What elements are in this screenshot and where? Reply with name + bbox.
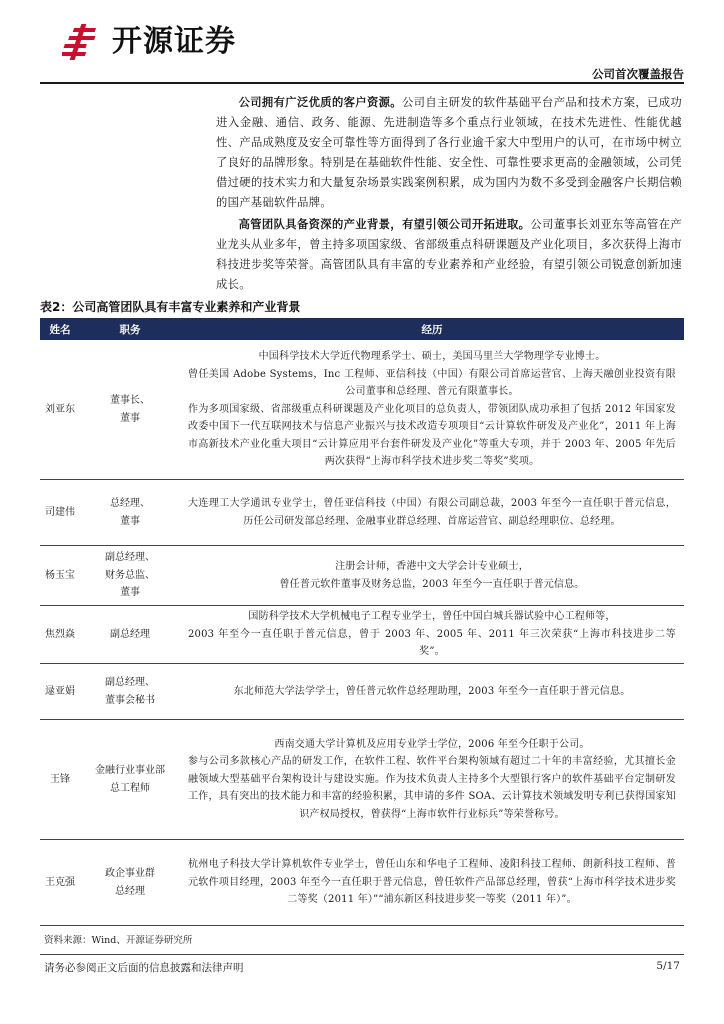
experience-line: 国防科学技术大学机械电子工程专业学士，曾任中国白城兵器试验中心工程师等， [248, 611, 616, 623]
role-line: 总工程师 [110, 782, 150, 794]
experience-line: 杭州电子科技大学计算机软件专业学士，曾任山东和华电子工程师、凌阳科技工程师、朗新科技工程师、普元软件项目经理，2003 年至今一直任职于普元信息，曾任软件产品部总经理，曾获“上海市科学技术进步奖二等奖（2011 年）”“浦东新区科技进步奖一等奖（2011 年）”。 [188, 859, 676, 906]
cell-name: 逯亚娟 [45, 685, 75, 697]
experience-line: 西南交通大学计算机及应用专业学士学位，2006 年至今任职于公司。 [274, 738, 590, 750]
experience-line: 东北师范大学法学学士，曾任普元软件总经理助理，2003 年至今一直任职于普元信息。 [233, 685, 631, 697]
header-name: 姓名 [49, 323, 71, 336]
role-line: 董事会秘书 [105, 694, 155, 706]
footer-divider [40, 954, 684, 955]
table-row [40, 546, 684, 606]
role-line: 董事 [120, 412, 140, 424]
role-line: 总经理 [115, 885, 145, 897]
header-role: 职务 [119, 323, 141, 336]
cell-experience [180, 664, 684, 719]
cell-name: 杨玉宝 [45, 569, 75, 581]
role-line: 政企事业群 [105, 868, 155, 879]
experience-line: 参与公司多款核心产品的研发工作，在软件工程、软件平台架构领域有超过二十年的丰富经验，尤其擅长金融领域大型基础平台架构设计与建设实施。作为技术负责人主持多个大型银行客户的软件基础平台定制研发工作，具有突出的技术能力和丰富的经验积累，其申请的多件 SOA、云计算技术领域发明专利已获得国家知识产权局授权，曾获得“上海市软件行业标兵”等荣誉称号。 [188, 756, 676, 820]
role-line: 副总经理 [110, 628, 150, 640]
cell-name: 司建伟 [45, 506, 75, 518]
table-row [40, 606, 684, 664]
table-body [40, 340, 684, 926]
table-header [40, 318, 684, 340]
table-row [40, 840, 684, 926]
cell-role [80, 606, 180, 663]
company-logo [62, 22, 236, 62]
cell-role [80, 840, 180, 925]
paragraph-body: 公司自主研发的软件基础平台产品和技术方案，已成功进入金融、通信、政务、能源、先进制造等多个重点行业领域，在技术先进性、性能优越性、产品成熟度及安全可靠性等方面得到了各行业逾千家大中型用户的认可，在市场中树立了良好的品牌形象。特别是在基础软件性能、安全性、可靠性要求更高的金融领域，公司凭借过硬的技术实力和大量复杂场景实践案例积累，成为国内为数不多受到金融客户长期信赖的国产基础软件品牌。 [216, 96, 683, 209]
paragraph-heading: 高管团队具备资深的产业背景，有望引领公司开拓进取。 [238, 217, 531, 231]
header-divider [40, 82, 684, 84]
cell-name: 王克强 [45, 876, 75, 888]
table-title: 表2：公司高管团队具有丰富专业素养和产业背景 [40, 300, 301, 314]
table-row [40, 664, 684, 720]
experience-line: 作为多项国家级、省部级重点科研课题及产业化项目的总负责人，带领团队成功承担了包括 2012 年国家发改委中国下一代互联网技术与信息产业振兴与技术改造专项项目“云计算软件研发及产业化”，2011 年上海市高新技术产业化重大项目“云计算应用平台套件研发及产业化”等重大专项，并于 2003 年、2005 年先后两次获得“上海市科学技术进步奖二等奖”奖项。 [188, 403, 676, 468]
role-line: 副总经理、 [105, 677, 155, 688]
source-note: 资料来源：Wind、开源证券研究所 [44, 935, 193, 946]
experience-line: 曾任普元软件董事及财务总监，2003 年至今一直任职于普元信息。 [279, 578, 585, 590]
executive-table [40, 318, 684, 926]
header-experience: 经历 [421, 323, 443, 336]
role-line: 财务总监、 [105, 569, 155, 581]
page-number: 5/17 [656, 960, 680, 972]
role-line: 总经理、 [110, 498, 150, 509]
cell-experience [180, 340, 684, 479]
cell-role [80, 720, 180, 839]
table-row [40, 340, 684, 480]
footer-disclaimer: 请务必参阅正文后面的信息披露和法律声明 [44, 962, 244, 974]
cell-experience [180, 720, 684, 839]
paragraph-body: 公司董事长刘亚东等高管在产业龙头从业多年，曾主持多项国家级、省部级重点科研课题及产业化项目，多次获得上海市科技进步奖等荣誉。高管团队具有丰富的专业素养和产业经验，有望引领公司锐意创新加速成长。 [216, 218, 682, 291]
cell-experience [180, 606, 684, 663]
table-row [40, 480, 684, 546]
document-type-label: 公司首次覆盖报告 [592, 67, 684, 81]
paragraph-management-team [216, 214, 682, 295]
role-line: 金融行业事业部 [95, 765, 165, 776]
logo-text: 开源证券 [112, 24, 236, 59]
logo-mark-icon [62, 22, 106, 62]
cell-experience [180, 546, 684, 605]
cell-role [80, 546, 180, 605]
cell-name: 刘亚东 [45, 403, 75, 415]
cell-name: 王锋 [50, 773, 70, 785]
role-line: 副总经理、 [105, 552, 155, 564]
paragraph-heading: 公司拥有广泛优质的客户资源。 [238, 95, 402, 109]
cell-experience [180, 480, 684, 545]
role-line: 董事 [120, 587, 140, 599]
experience-line: 曾任美国 Adobe Systems，Inc 工程师、亚信科技（中国）有限公司首席运营官、上海天融创业投资有限公司董事和总经理、普元有限董事长。 [188, 368, 676, 398]
table-row [40, 720, 684, 840]
role-line: 董事 [120, 515, 140, 527]
experience-line: 大连理工大学通讯专业学士，曾任亚信科技（中国）有限公司副总裁，2003 年至今一直任职于普元信息，历任公司研发部总经理、金融事业群总经理、首席运营官、副总经理职位、总经理。 [188, 498, 676, 527]
cell-role [80, 480, 180, 545]
experience-line: 注册会计师，香港中文大学会计专业硕士， [335, 561, 529, 572]
experience-line: 2003 年至今一直任职于普元信息，曾于 2003 年、2005 年、2011 年三次荣获“上海市科技进步二等奖”。 [188, 628, 676, 658]
cell-name: 焦烈焱 [45, 628, 75, 640]
experience-line: 中国科学技术大学近代物理系学士、硕士，美国马里兰大学物理学专业博士。 [258, 351, 606, 363]
paragraph-customer-resources [216, 92, 682, 213]
cell-experience [180, 840, 684, 925]
cell-role [80, 664, 180, 719]
cell-role [80, 340, 180, 479]
role-line: 董事长、 [110, 395, 150, 406]
